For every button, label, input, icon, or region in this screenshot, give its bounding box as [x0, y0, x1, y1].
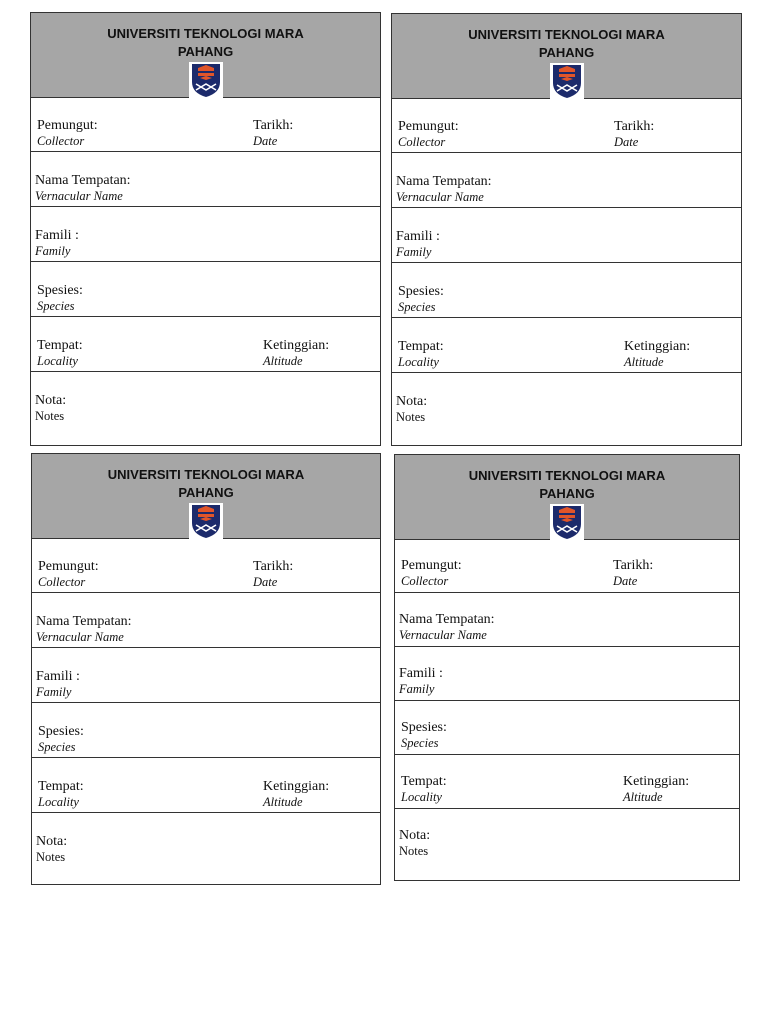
- family-sub: Family: [399, 682, 435, 696]
- altitude-sub: Altitude: [263, 354, 303, 368]
- altitude-label: Ketinggian:: [623, 774, 690, 789]
- collector-label: Pemungut:: [398, 119, 459, 134]
- specimen-label-card-1: [30, 12, 381, 446]
- locality-label: Tempat:: [401, 774, 447, 789]
- date-sub: Date: [253, 134, 278, 148]
- university-name: UNIVERSITI TEKNOLOGI MARA PAHANG: [468, 27, 665, 60]
- notes-row: [31, 372, 380, 445]
- card-header: [395, 455, 739, 540]
- notes-label: Nota:: [35, 393, 67, 408]
- card-header: [31, 13, 380, 98]
- family-label: Famili :: [399, 666, 443, 681]
- university-name: UNIVERSITI TEKNOLOGI MARA PAHANG: [107, 467, 305, 500]
- species-label: Spesies:: [401, 720, 447, 735]
- altitude-label: Ketinggian:: [263, 338, 330, 353]
- card-header: [32, 454, 380, 539]
- species-label: Spesies:: [37, 283, 83, 298]
- date-sub: Date: [253, 575, 278, 589]
- species-label: Spesies:: [398, 284, 444, 299]
- vernacular-sub: Vernacular Name: [35, 189, 123, 203]
- vernacular-row: [392, 153, 741, 208]
- species-row: [32, 703, 380, 758]
- family-label: Famili :: [35, 228, 79, 243]
- specimen-label-card-3: [31, 453, 381, 885]
- collector-date-row: [32, 538, 380, 593]
- locality-sub: Locality: [38, 795, 79, 809]
- notes-row: [392, 373, 741, 445]
- species-sub: Species: [38, 740, 76, 754]
- vernacular-row: [395, 593, 739, 647]
- date-label: Tarikh:: [253, 118, 294, 133]
- notes-sub: Notes: [35, 409, 65, 423]
- vernacular-row: [32, 593, 380, 648]
- vernacular-label: Nama Tempatan:: [396, 174, 492, 189]
- locality-label: Tempat:: [38, 779, 84, 794]
- vernacular-sub: Vernacular Name: [399, 628, 487, 642]
- collector-label: Pemungut:: [401, 558, 462, 573]
- locality-altitude-row: [32, 758, 380, 813]
- notes-sub: Notes: [399, 844, 429, 858]
- notes-sub: Notes: [36, 850, 66, 864]
- date-sub: Date: [614, 135, 639, 149]
- species-row: [395, 701, 739, 755]
- date-label: Tarikh:: [613, 558, 654, 573]
- notes-row: [32, 813, 380, 884]
- altitude-label: Ketinggian:: [263, 779, 330, 794]
- altitude-sub: Altitude: [624, 355, 664, 369]
- family-row: [31, 207, 380, 262]
- vernacular-label: Nama Tempatan:: [35, 173, 131, 188]
- university-name: UNIVERSITI TEKNOLOGI MARA PAHANG: [468, 468, 666, 501]
- vernacular-label: Nama Tempatan:: [399, 612, 495, 627]
- family-sub: Family: [396, 245, 432, 259]
- collector-sub: Collector: [401, 574, 449, 588]
- university-name: UNIVERSITI TEKNOLOGI MARA PAHANG: [107, 26, 304, 59]
- family-label: Famili :: [36, 669, 80, 684]
- collector-date-row: [395, 539, 739, 593]
- species-row: [31, 262, 380, 317]
- date-label: Tarikh:: [253, 559, 294, 574]
- locality-altitude-row: [392, 318, 741, 373]
- collector-sub: Collector: [37, 134, 85, 148]
- altitude-sub: Altitude: [263, 795, 303, 809]
- family-row: [32, 648, 380, 703]
- species-sub: Species: [398, 300, 436, 314]
- locality-sub: Locality: [401, 790, 442, 804]
- collector-sub: Collector: [38, 575, 86, 589]
- collector-sub: Collector: [398, 135, 446, 149]
- notes-label: Nota:: [396, 394, 428, 409]
- species-sub: Species: [37, 299, 75, 313]
- species-sub: Species: [401, 736, 439, 750]
- notes-row: [395, 809, 739, 880]
- species-row: [392, 263, 741, 318]
- species-label: Spesies:: [38, 724, 84, 739]
- notes-label: Nota:: [36, 834, 68, 849]
- altitude-label: Ketinggian:: [624, 339, 691, 354]
- locality-altitude-row: [395, 755, 739, 809]
- vernacular-label: Nama Tempatan:: [36, 614, 132, 629]
- vernacular-row: [31, 152, 380, 207]
- collector-date-row: [392, 98, 741, 153]
- family-row: [392, 208, 741, 263]
- locality-label: Tempat:: [398, 339, 444, 354]
- uitm-crest-icon: [189, 62, 223, 98]
- locality-altitude-row: [31, 317, 380, 372]
- family-sub: Family: [36, 685, 72, 699]
- uitm-crest-icon: [550, 63, 584, 99]
- date-label: Tarikh:: [614, 119, 655, 134]
- uitm-crest-icon: [189, 503, 223, 539]
- collector-label: Pemungut:: [37, 118, 98, 133]
- notes-label: Nota:: [399, 828, 431, 843]
- uitm-crest-icon: [550, 504, 584, 540]
- locality-label: Tempat:: [37, 338, 83, 353]
- family-row: [395, 647, 739, 701]
- specimen-label-card-2: [391, 13, 742, 446]
- family-label: Famili :: [396, 229, 440, 244]
- card-header: [392, 14, 741, 99]
- locality-sub: Locality: [37, 354, 78, 368]
- collector-label: Pemungut:: [38, 559, 99, 574]
- vernacular-sub: Vernacular Name: [36, 630, 124, 644]
- altitude-sub: Altitude: [623, 790, 663, 804]
- notes-sub: Notes: [396, 410, 426, 424]
- locality-sub: Locality: [398, 355, 439, 369]
- vernacular-sub: Vernacular Name: [396, 190, 484, 204]
- date-sub: Date: [613, 574, 638, 588]
- specimen-label-card-4: [394, 454, 740, 881]
- family-sub: Family: [35, 244, 71, 258]
- collector-date-row: [31, 97, 380, 152]
